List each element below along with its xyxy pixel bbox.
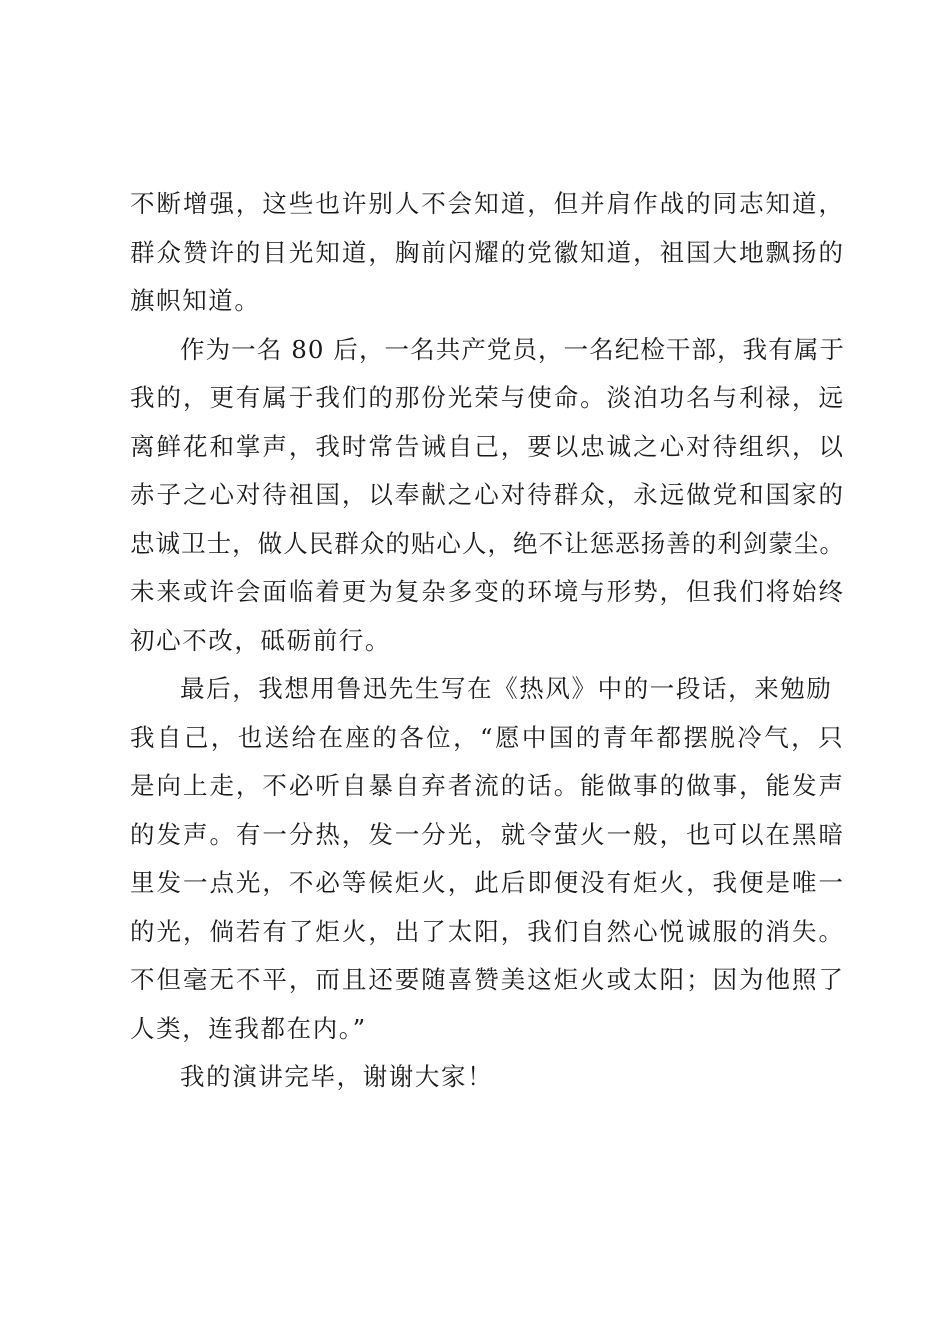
text-line: 不断增强，这些也许别人不会知道，但并肩作战的同志知道， <box>130 189 845 218</box>
text-line: 我的演讲完毕，谢谢大家！ <box>180 1062 494 1091</box>
text-line: 是向上走，不必听自暴自弃者流的话。能做事的做事，能发声 <box>130 771 845 800</box>
text-line: 初心不改，砥砺前行。 <box>130 625 391 655</box>
text-line: 作为一名 80 后，一名共产党员，一名纪检干部，我有属于 <box>180 334 845 364</box>
text-line: 忠诚卫士，做人民群众的贴心人，绝不让惩恶扬善的利剑蒙尘。 <box>130 528 845 558</box>
text-line: 里发一点光，不必等候炬火，此后即便没有炬火，我便是唯一 <box>130 868 845 897</box>
text-line: 我自己，也送给在座的各位，“愿中国的青年都摆脱冷气，只 <box>130 722 845 752</box>
text-line: 的发声。有一分热，发一分光，就令萤火一般，也可以在黑暗 <box>130 819 845 849</box>
text-line: 我的，更有属于我们的那份光荣与使命。淡泊功名与利禄，远 <box>130 383 845 412</box>
text-line: 的光，倘若有了炬火，出了太阳，我们自然心悦诚服的消失。 <box>130 916 845 946</box>
text-line: 赤子之心对待祖国，以奉献之心对待群众，永远做党和国家的 <box>130 480 845 509</box>
text-line: 群众赞许的目光知道，胸前闪耀的党徽知道，祖国大地飘扬的 <box>130 237 845 267</box>
paragraph-1 <box>130 180 845 326</box>
paragraph-4 <box>130 1053 845 1102</box>
text-line: 离鲜花和掌声，我时常告诫自己，要以忠诚之心对待组织，以 <box>130 431 845 461</box>
paragraph-3 <box>130 665 845 1053</box>
paragraph-2 <box>130 326 845 666</box>
text-line: 未来或许会面临着更为复杂多变的环境与形势，但我们将始终 <box>130 577 845 606</box>
text-line: 旗帜知道。 <box>130 286 261 315</box>
text-line: 不但毫无不平，而且还要随喜赞美这炬火或太阳；因为他照了 <box>130 965 845 994</box>
text-line: 人类，连我都在内。” <box>130 1013 367 1043</box>
body-text <box>130 180 845 1102</box>
text-line: 最后，我想用鲁迅先生写在《热风》中的一段话，来勉励 <box>180 674 833 703</box>
